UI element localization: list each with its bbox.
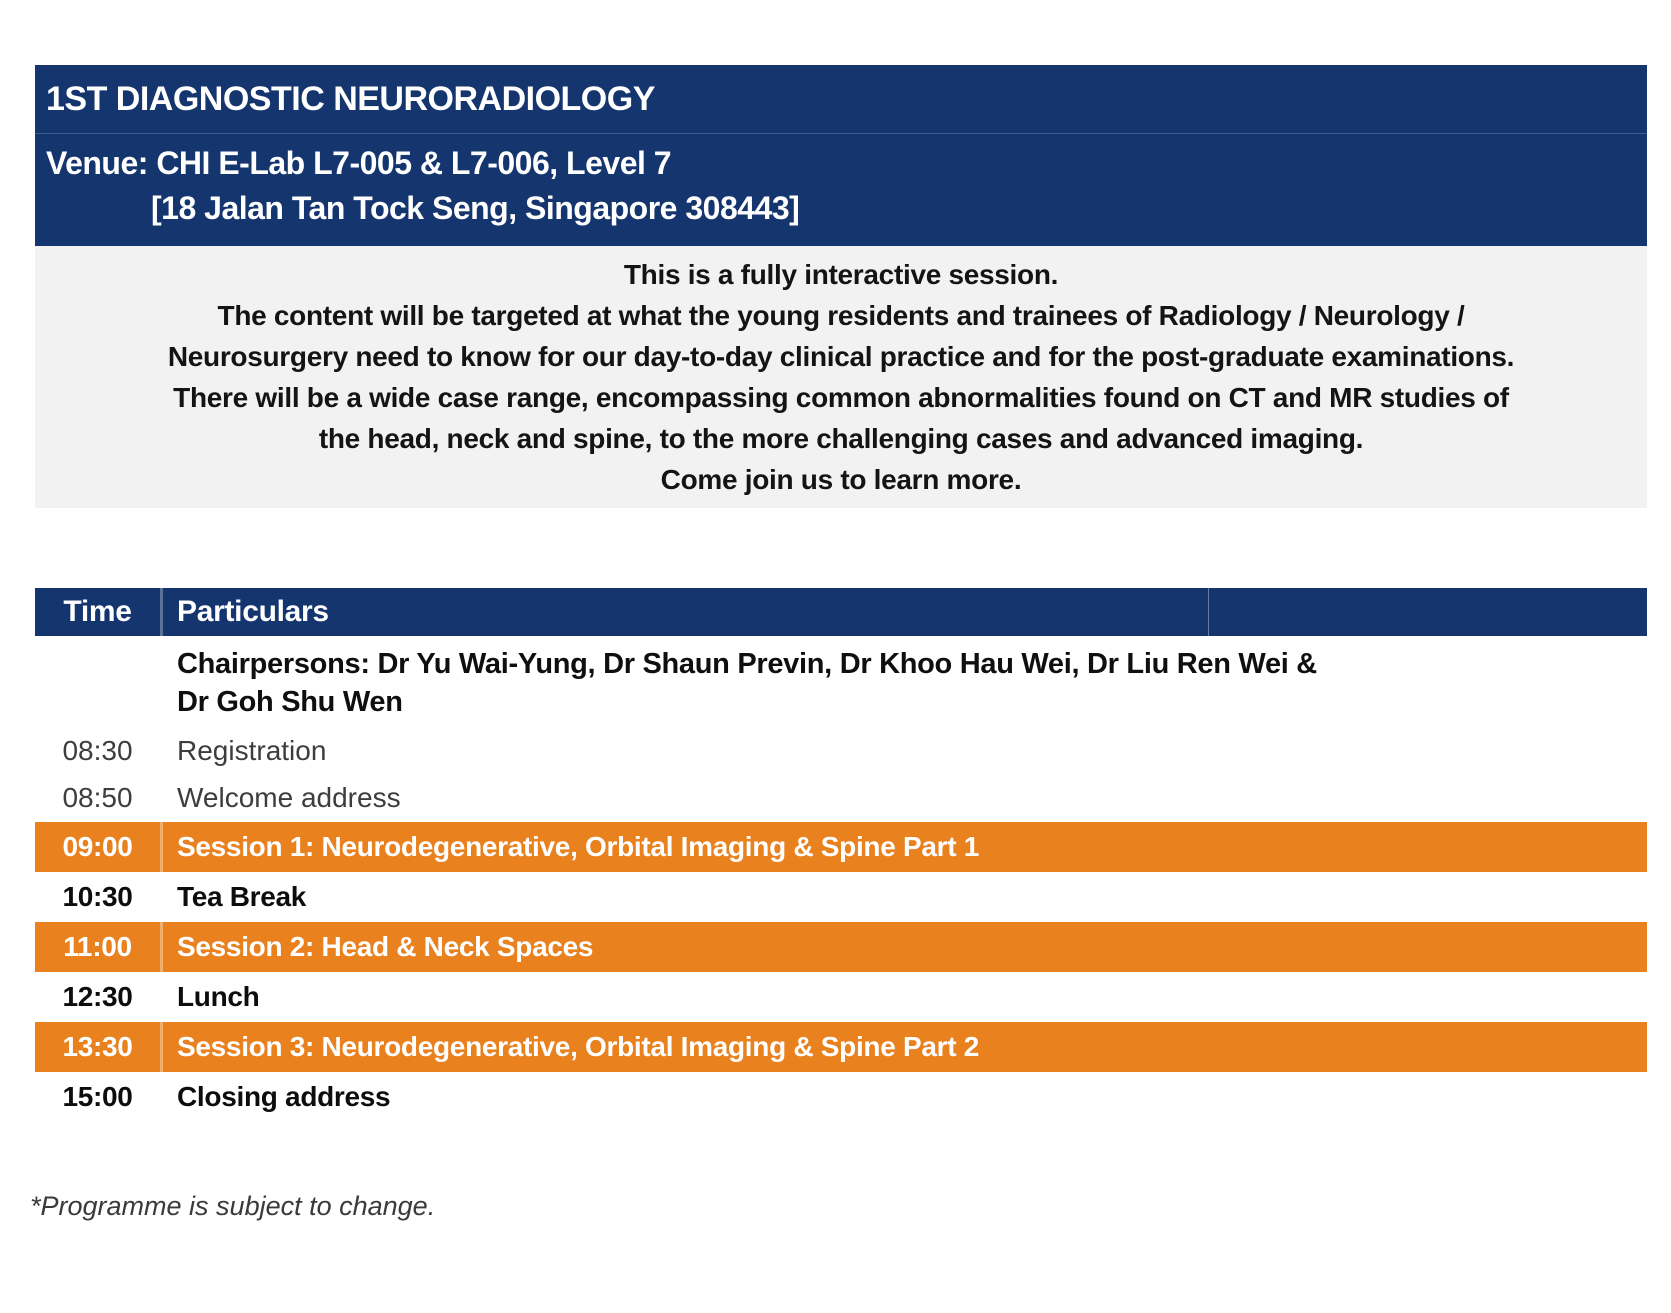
header-empty-cell: [1209, 588, 1647, 636]
schedule-header-row: [35, 588, 1647, 636]
particulars-cell: Lunch: [177, 981, 260, 1012]
schedule-row: [35, 873, 1647, 921]
programme-document: [30, 65, 1647, 1222]
chairpersons-line-1: Chairpersons: Dr Yu Wai-Yung, Dr Shaun Previn, Dr Khoo Hau Wei, Dr Liu Ren Wei &: [177, 648, 1317, 680]
time-cell: 10:30: [62, 881, 133, 912]
description-line-3: Neurosurgery need to know for our day-to-day clinical practice and for the post-graduate examinations.: [167, 341, 1515, 372]
time-cell: 08:50: [62, 781, 133, 813]
chairpersons-row: [35, 636, 1647, 727]
particulars-column-header: Particulars: [177, 595, 329, 628]
description-line-1: This is a fully interactive session.: [623, 259, 1059, 290]
title-bar: [35, 65, 1647, 133]
time-column-header: Time: [63, 595, 132, 628]
time-cell: [35, 645, 163, 721]
time-cell: 09:00: [62, 831, 133, 862]
description-line-4: There will be a wide case range, encompassing common abnormalities found on CT and MR studies of: [173, 382, 1509, 413]
time-cell: 08:30: [62, 734, 133, 766]
schedule-row: [35, 727, 1647, 774]
schedule-row-session-2: [35, 922, 1647, 972]
schedule-row-session-1: [35, 822, 1647, 872]
time-cell: 11:00: [63, 931, 132, 962]
description-line-5: the head, neck and spine, to the more challenging cases and advanced imaging.: [318, 423, 1364, 454]
venue-bar: [35, 133, 1647, 246]
footer-note: *Programme is subject to change.: [30, 1191, 436, 1221]
schedule-row: [35, 973, 1647, 1021]
particulars-cell: Session 3: Neurodegenerative, Orbital Imaging & Spine Part 2: [177, 1031, 979, 1062]
particulars-cell: Registration: [177, 734, 327, 766]
chairpersons-line-2: Dr Goh Shu Wen: [177, 686, 403, 718]
description-panel: [35, 246, 1647, 508]
time-cell: 12:30: [62, 981, 133, 1012]
particulars-cell: [163, 645, 1647, 721]
particulars-cell: Session 1: Neurodegenerative, Orbital Imaging & Spine Part 1: [177, 831, 979, 862]
particulars-cell: Tea Break: [177, 881, 307, 912]
particulars-cell: Closing address: [177, 1081, 391, 1112]
event-title: 1ST DIAGNOSTIC NEURORADIOLOGY: [46, 79, 655, 118]
time-cell: 13:30: [62, 1031, 133, 1062]
schedule-row: [35, 1073, 1647, 1121]
schedule-row-session-3: [35, 1022, 1647, 1072]
schedule-row: [35, 774, 1647, 821]
description-line-2: The content will be targeted at what the young residents and trainees of Radiology / Neurology /: [217, 300, 1465, 331]
particulars-cell: Welcome address: [177, 781, 401, 813]
venue-line-2: [18 Jalan Tan Tock Seng, Singapore 308443]: [151, 190, 800, 226]
schedule-table: [35, 588, 1647, 1121]
particulars-cell: Session 2: Head & Neck Spaces: [177, 931, 594, 962]
venue-line-1: Venue: CHI E-Lab L7-005 & L7-006, Level 7: [46, 145, 672, 181]
description-line-6: Come join us to learn more.: [660, 464, 1022, 495]
time-cell: 15:00: [62, 1081, 133, 1112]
